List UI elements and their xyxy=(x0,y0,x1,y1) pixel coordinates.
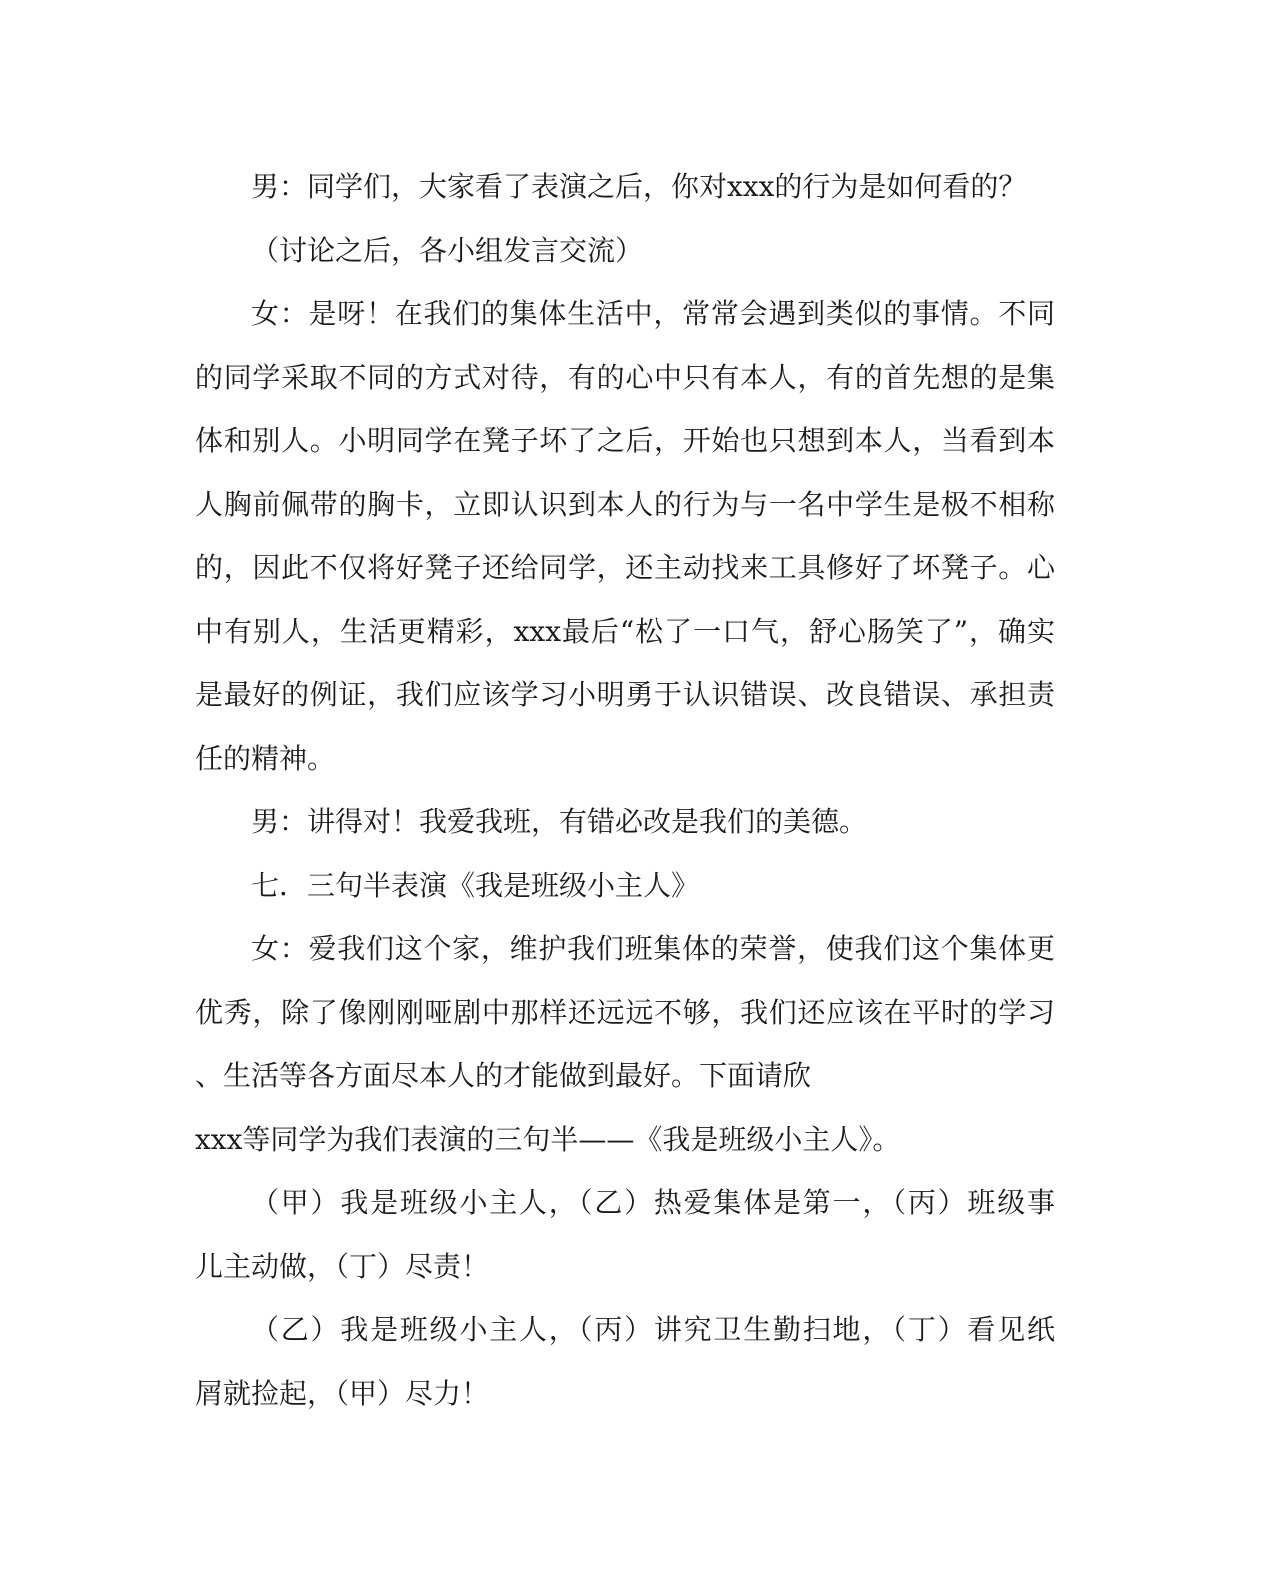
text-line: 优秀，除了像刚刚哑剧中那样还远远不够，我们还应该在平时的学习 xyxy=(195,995,1055,1029)
text-line: 七．三句半表演《我是班级小主人》 xyxy=(251,868,700,902)
text-line: 的，因此不仅将好凳子还给同学，还主动找来工具修好了坏凳子。心 xyxy=(195,551,1055,584)
text-line: （讨论之后，各小组发言交流） xyxy=(251,233,644,267)
text-line: xxx等同学为我们表演的三句半——《我是班级小主人》。 xyxy=(195,1122,901,1156)
text-line: （甲）我是班级小主人，（乙）热爱集体是第一，（丙）班级事 xyxy=(251,1186,1055,1219)
text-line: 中有别人，生活更精彩，xxx最后“松了一口气，舒心肠笑了”，确实 xyxy=(195,614,1055,648)
text-line: 女：爱我们这个家，维护我们班集体的荣誉，使我们这个集体更 xyxy=(251,932,1055,965)
text-line: 是最好的例证，我们应该学习小明勇于认识错误、改良错误、承担责 xyxy=(195,678,1055,711)
text-line: 人胸前佩带的胸卡，立即认识到本人的行为与一名中学生是极不相称 xyxy=(195,487,1055,521)
text-line: （乙）我是班级小主人，（丙）讲究卫生勤扫地，（丁）看见纸 xyxy=(251,1313,1055,1346)
text-line: 女：是呀！在我们的集体生活中，常常会遇到类似的事情。不同 xyxy=(251,297,1055,330)
text-line: 儿主动做，（丁）尽责！ xyxy=(195,1249,490,1283)
document-body xyxy=(195,155,1055,1425)
text-line: 体和别人。小明同学在凳子坏了之后，开始也只想到本人，当看到本 xyxy=(195,424,1055,457)
text-line: 男：讲得对！我爱我班，有错必改是我们的美德。 xyxy=(251,805,868,838)
text-line: 任的精神。 xyxy=(195,741,336,775)
text-line: 男：同学们，大家看了表演之后，你对xxx的行为是如何看的？ xyxy=(251,170,1027,203)
text-line: 、生活等各方面尽本人的才能做到最好。下面请欣 xyxy=(195,1059,812,1092)
text-line: 屑就捡起，（甲）尽力！ xyxy=(195,1376,490,1410)
text-line: 的同学采取不同的方式对待，有的心中只有本人，有的首先想的是集 xyxy=(195,360,1055,394)
